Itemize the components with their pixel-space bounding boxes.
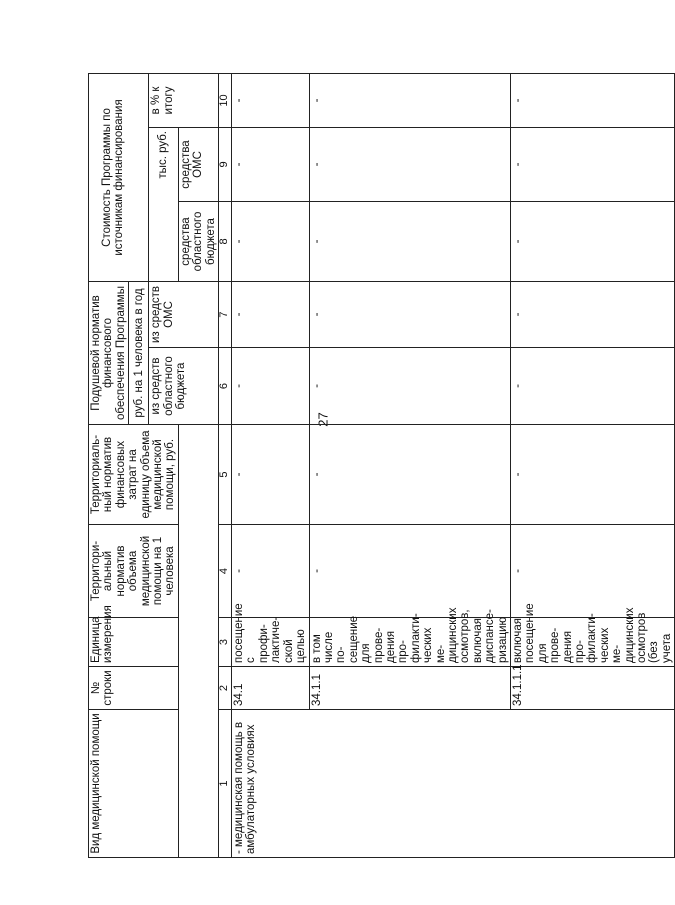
col-num: 2 [219, 667, 232, 710]
col-num: 7 [219, 281, 232, 347]
row-value: - [309, 281, 511, 347]
header-cost-unit: тыс. руб. [149, 127, 179, 281]
col-num: 8 [219, 201, 232, 281]
row-value: - [232, 73, 309, 127]
header-volume-norm: Территори-альный норматив объема медицинской помощи на 1 человека [89, 525, 179, 618]
row-value: - [511, 348, 675, 425]
col-num: 10 [219, 73, 232, 127]
row-unit: включая посещение для прове-дения про-филакти-ческих ме-дицинских осмотров (без учета [511, 618, 675, 667]
row-number: 34.1 [232, 667, 309, 710]
header-per-capita-unit: руб. на 1 человека в год [129, 281, 149, 424]
program-cost-table [88, 73, 675, 858]
rotated-table-container [88, 74, 673, 858]
row-value: - [232, 127, 309, 201]
row-value: - [511, 201, 675, 281]
col-num: 9 [219, 127, 232, 201]
row-value: - [309, 425, 511, 525]
header-regional-budget: из средств областного бюджета [149, 348, 219, 425]
row-value: - [309, 525, 511, 618]
row-unit: посещение с профи-лактиче-ской целью [232, 618, 309, 667]
header-program-cost: Стоимость Программы по источникам финансирования [89, 73, 149, 281]
row-number: 34.1.1 [309, 667, 511, 710]
row-value: - [232, 281, 309, 347]
row-value: - [309, 73, 511, 127]
row-unit: в том числе по-сещение для прове-дения про-филакти-ческих ме-дицинских осмотров, включая диспансе-ризацию [309, 618, 511, 667]
col-num: 4 [219, 525, 232, 618]
row-value: - [511, 525, 675, 618]
header-oms: из средств ОМС [149, 281, 219, 347]
row-value: - [232, 201, 309, 281]
header-cost-norm: Территориаль-ный норматив финансовых затрат на единицу объема медицинской помощи, руб. [89, 425, 179, 525]
row-value: - [511, 127, 675, 201]
col-num: 3 [219, 618, 232, 667]
row-value: - [511, 73, 675, 127]
header-care-type: Вид медицинской помощи [89, 710, 179, 858]
page-number: 27 [315, 412, 331, 427]
row-value: - [511, 425, 675, 525]
row-value: - [511, 281, 675, 347]
col-num: 1 [219, 710, 232, 858]
row-value: - [309, 348, 511, 425]
row-value: - [309, 127, 511, 201]
header-unit: Единица измерения [89, 618, 179, 667]
col-num: 6 [219, 348, 232, 425]
header-cost-regional: средства областного бюджета [178, 201, 218, 281]
row-number: 34.1.1.1 [511, 667, 675, 710]
row-value: - [232, 348, 309, 425]
header-percent: в % к итогу [149, 73, 219, 127]
header-per-capita-norm: Подушевой норматив финансового обеспечения Программы [89, 281, 129, 424]
row-care-type: - медицинская помощь в амбулаторных условиях [232, 710, 675, 858]
row-value: - [232, 425, 309, 525]
header-row-number: № строки [89, 667, 179, 710]
table-row [232, 73, 309, 857]
header-cost-oms: средства ОМС [178, 127, 218, 201]
col-num: 5 [219, 425, 232, 525]
row-value: - [309, 201, 511, 281]
row-value: - [232, 525, 309, 618]
